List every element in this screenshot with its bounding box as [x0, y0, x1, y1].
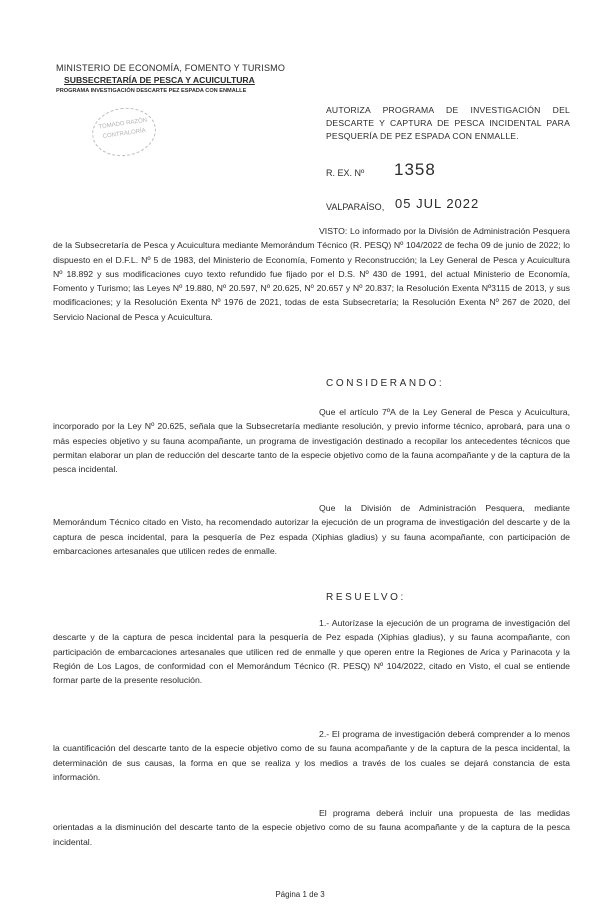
resolution-number: 1358 — [394, 160, 436, 179]
considerando-paragraph-2-block — [53, 501, 570, 558]
visto-paragraph: VISTO: Lo informado por la División de Administración Pesquera de la Subsecretaría de Pesca y Acuicultura mediante Memorándum Técnico (R. PESQ) Nº 104/2022 de fecha 09 de junio de 2022; lo dispuesto en el D.F.L. Nº 5 de 1983, del Ministerio de Economía, Fomento y Reconstrucción; la Ley General de Pesca y Acuicultura Nº 18.892 y sus modificaciones cuyo texto refundido fue fijado por el D.S. Nº 430 de 1991, del actual Ministerio de Economía, Fomento y Turismo; las Leyes Nº 19.880, Nº 20.597, Nº 20.625, Nº 20.657 y Nº 20.837; la Resolución Exenta Nº3115 de 2013, y sus modificaciones; y la Resolución Exenta Nº 1976 de 2021, todas de esta Subsecretaría; la Resolución Exenta Nº 267 de 2020, del Servicio Nacional de Pesca y Acuicultura. — [53, 226, 570, 322]
resolution-subject: AUTORIZA PROGRAMA DE INVESTIGACIÓN DEL DESCARTE Y CAPTURA DE PESCA INCIDENTAL PARA PESQUERÍA DE PEZ ESPADA CON ENMALLE. — [326, 105, 570, 141]
stamp-line-1: TOMADO RAZÓN — [98, 117, 148, 131]
resuelvo-paragraph-3-block — [53, 806, 570, 849]
program-name: PROGRAMA INVESTIGACIÓN DESCARTE PEZ ESPADA CON ENMALLE — [56, 88, 247, 94]
resolution-date: 05 JUL 2022 — [395, 196, 480, 211]
resolution-label: R. EX. Nº — [326, 168, 365, 178]
considerando-paragraph-1: Que el artículo 7ºA de la Ley General de Pesca y Acuicultura, incorporado por la Ley Nº 20.625, señala que la Subsecretaría mediante resolución, y previo informe técnico, aprobará, para una o más especies objetivo y su fauna acompañante, un programa de investigación destinado a recopilar los antecedentes técnicos que permitan elaborar un plan de reducción del descarte tanto de la especie objetivo como de la fauna acompañante y de la captura de la pesca incidental. — [53, 407, 570, 475]
stamp-line-2: CONTRALORÍA — [102, 127, 147, 140]
considerando-paragraph-1-block — [53, 405, 570, 476]
resuelvo-heading: RESUELVO: — [326, 592, 406, 603]
resuelvo-paragraph-3: El programa deberá incluir una propuesta de las medidas orientadas a la disminución del descarte tanto de la especie objetivo como de su fauna acompañante y de la captura de la pesca incidental. — [53, 808, 570, 847]
subsecretaria-name: SUBSECRETARÍA DE PESCA Y ACUICULTURA — [64, 75, 255, 85]
reception-stamp — [89, 104, 159, 160]
resuelvo-paragraph-2: 2.- El programa de investigación deberá comprender a lo menos la cuantificación del descarte tanto de la especie objetivo como de su fauna acompañante y de la captura de la pesca incidental, la determinación de sus causas, la forma en que se realiza y los medios a través de los cuales se dejará constancia de esta información. — [53, 729, 570, 782]
resuelvo-paragraph-1-block — [53, 616, 570, 687]
considerando-paragraph-2: Que la División de Administración Pesquera, mediante Memorándum Técnico citado en Visto, ha recomendado autorizar la ejecución de un programa de investigación del descarte y de la captura de pesca incidental, para la pesquería de Pez espada (Xiphias gladius) y su fauna acompañante, con participación de embarcaciones artesanales que utilicen redes de enmalle. — [53, 503, 570, 556]
page-number: Página 1 de 3 — [275, 890, 325, 899]
place-city: VALPARAÍSO, — [326, 202, 385, 212]
considerando-heading: CONSIDERANDO: — [326, 378, 445, 389]
resuelvo-paragraph-2-block — [53, 727, 570, 784]
resuelvo-paragraph-1: 1.- Autorízase la ejecución de un programa de investigación del descarte y de la captura de pesca incidental para la pesquería de Pez espada (Xiphias gladius), y su fauna acompañante, con participación de embarcaciones artesanales que utilicen red de enmalle y que operen entre la Regiones de Arica y Parinacota y la Región de Los Lagos, de conformidad con el Memorándum Técnico (R. PESQ) Nº 104/2022, citado en Visto, el cual se entiende formar parte de la presente resolución. — [53, 618, 570, 686]
ministry-name: MINISTERIO DE ECONOMÍA, FOMENTO Y TURISMO — [56, 63, 286, 73]
letterhead — [56, 62, 286, 96]
visto-section — [53, 224, 570, 324]
